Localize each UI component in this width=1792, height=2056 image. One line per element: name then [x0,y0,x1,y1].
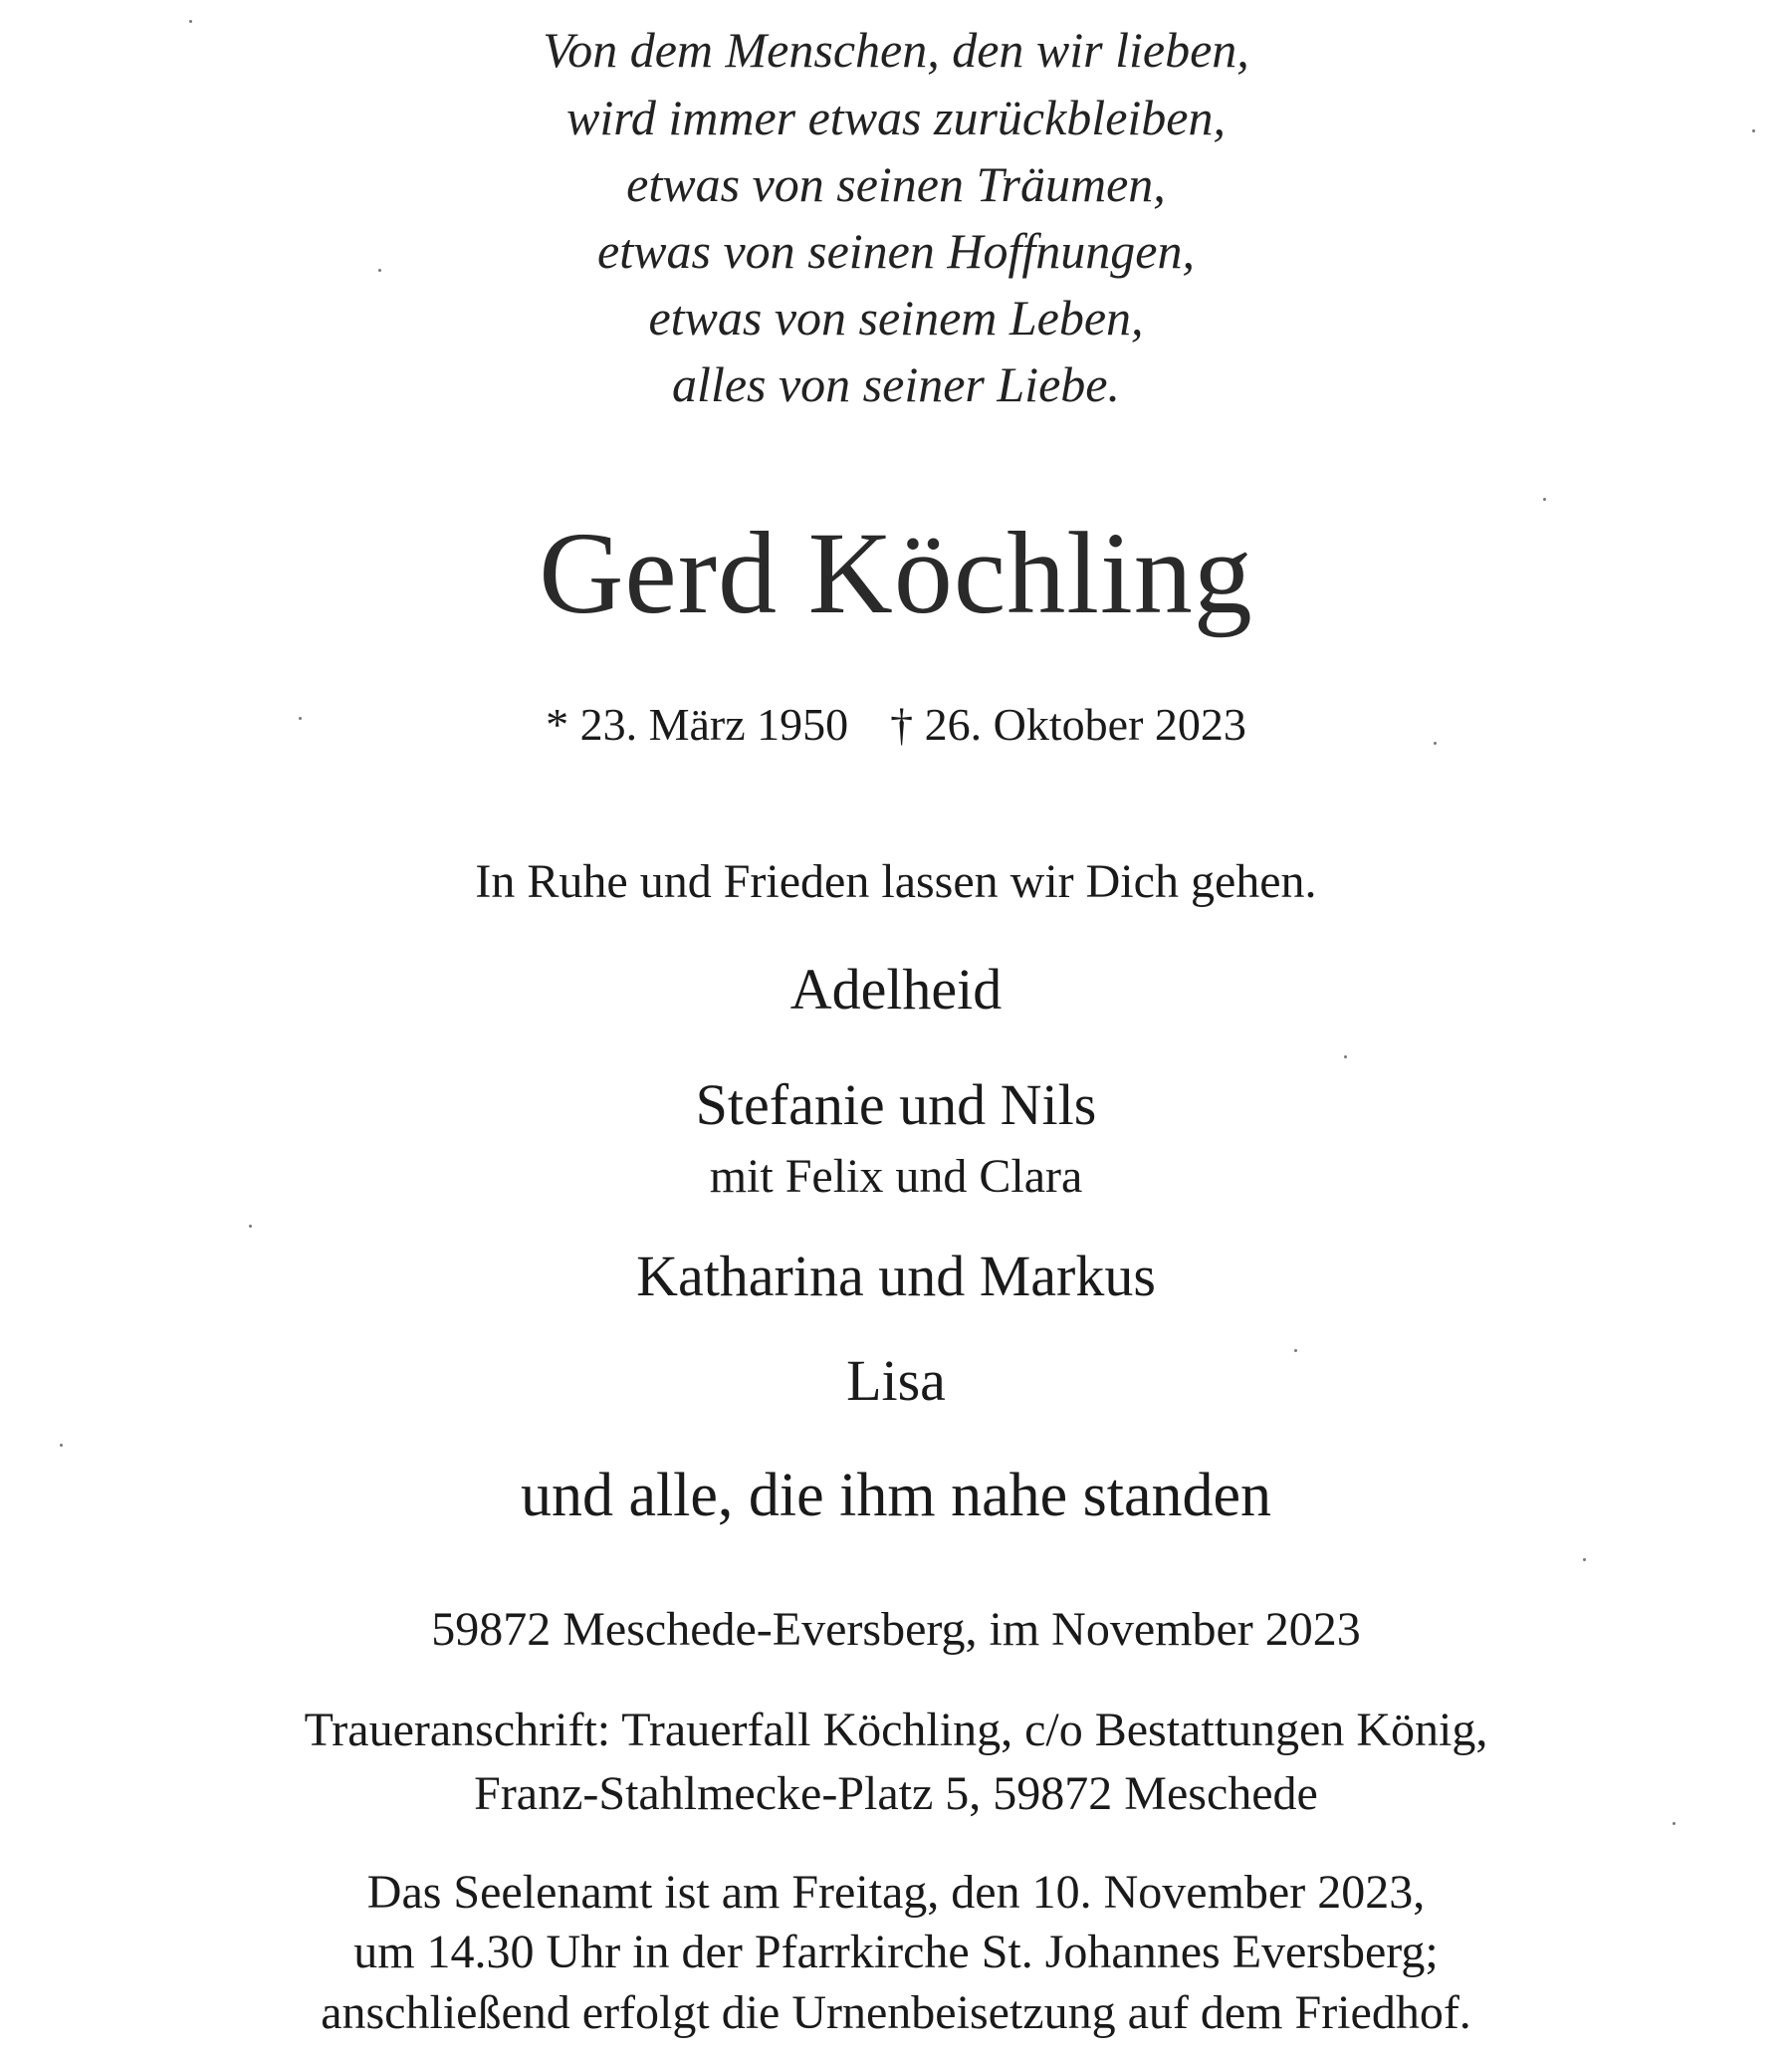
speck [1543,498,1546,501]
service-line: um 14.30 Uhr in der Pfarrkirche St. Johannes Eversberg; [353,1926,1439,1978]
place-date: 59872 Meschede-Eversberg, im November 2023 [431,1603,1361,1656]
speck [1673,1822,1676,1825]
life-dates [0,699,1792,750]
service-line: Das Seelenamt ist am Freitag, den 10. November 2023, [366,1866,1426,1919]
family-member: Katharina und Markus [636,1244,1156,1308]
speck [60,1444,63,1447]
poem-line: alles von seiner Liebe. [672,356,1120,412]
speck [189,20,192,23]
speck [1434,742,1437,745]
speck [249,1225,252,1228]
address-line: Franz-Stahlmecke-Platz 5, 59872 Meschede [474,1767,1318,1820]
address-line: Traueranschrift: Trauerfall Köchling, c/o Bestattungen König, [304,1704,1488,1756]
speck [1344,1055,1347,1058]
birth-date: * 23. März 1950 [546,699,849,750]
farewell-text: In Ruhe und Frieden lassen wir Dich gehen. [475,855,1317,908]
family-member: Adelheid [789,957,1003,1022]
poem-line: etwas von seinen Träumen, [626,156,1166,212]
speck [299,717,302,720]
family-member-sub: mit Felix und Clara [709,1150,1083,1203]
poem-line: etwas von seinen Hoffnungen, [597,223,1195,279]
service-line: anschließend erfolgt die Urnenbeisetzung auf dem Friedhof. [321,1986,1471,2039]
poem-line: wird immer etwas zurückbleiben, [566,90,1226,145]
speck [378,269,381,272]
poem-line: etwas von seinem Leben, [648,290,1144,345]
poem-line: Von dem Menschen, den wir lieben, [543,22,1249,78]
deceased-name: Gerd Köchling [539,508,1253,638]
speck [1583,1558,1586,1561]
family-member: Lisa [846,1348,946,1413]
death-date: † 26. Oktober 2023 [890,699,1246,750]
family-member: Stefanie und Nils [695,1072,1097,1137]
speck [1752,129,1755,132]
family-others: und alle, die ihm nahe standen [520,1462,1272,1529]
speck [1294,1349,1297,1352]
